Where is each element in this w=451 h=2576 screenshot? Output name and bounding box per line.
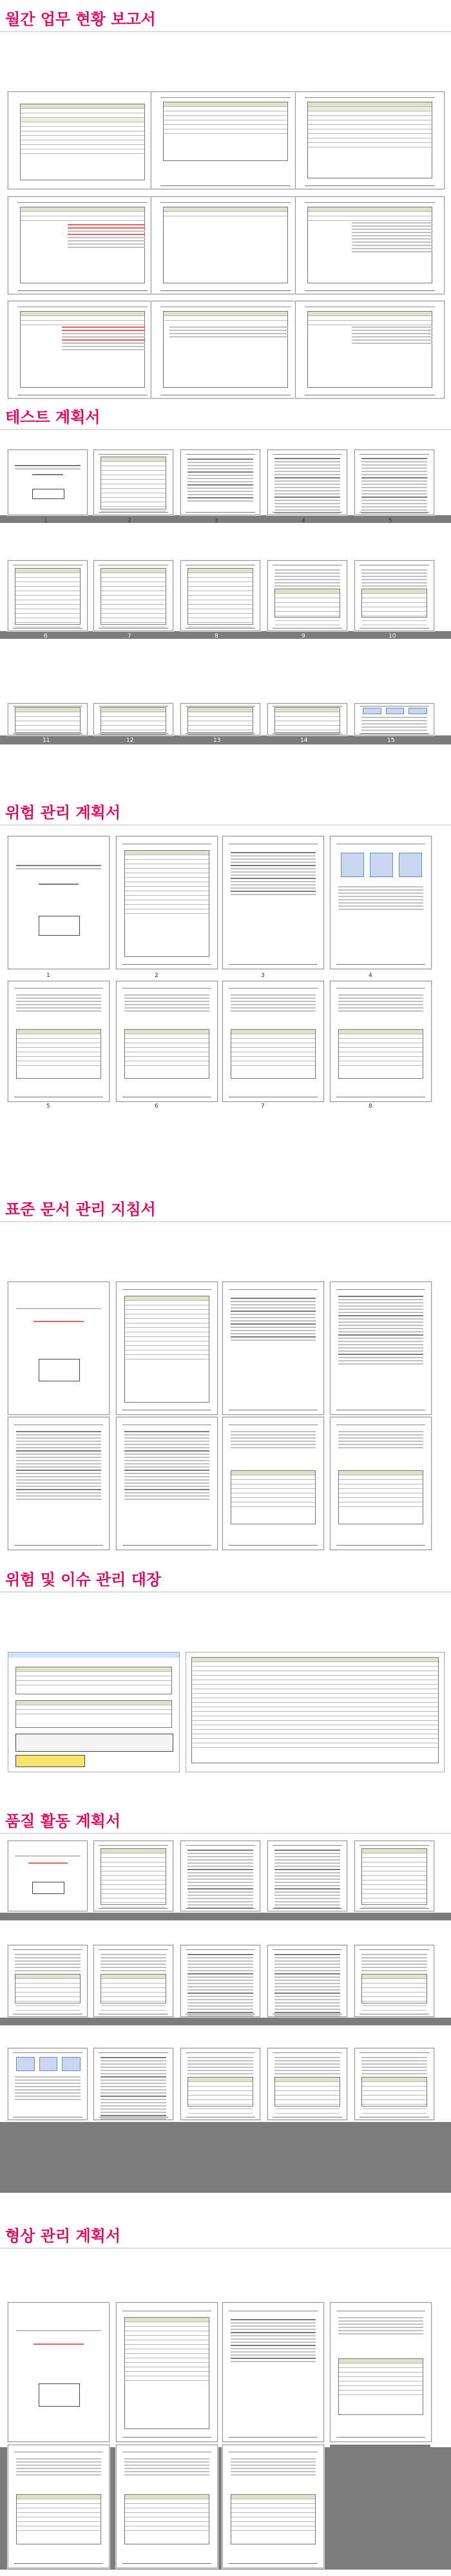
document-page-thumbnail[interactable] (330, 1282, 432, 1415)
page-number: 2 (128, 518, 131, 524)
document-page-thumbnail[interactable] (93, 703, 173, 735)
document-page-thumbnail[interactable] (222, 2302, 324, 2442)
document-page-thumbnail[interactable] (180, 1945, 260, 2017)
document-page-thumbnail[interactable] (8, 560, 88, 631)
document-page-thumbnail[interactable] (116, 2302, 218, 2442)
page-number: 1 (46, 972, 50, 979)
document-page-thumbnail[interactable] (151, 91, 300, 189)
document-page-thumbnail[interactable] (8, 1282, 110, 1415)
document-page-thumbnail[interactable] (330, 2302, 432, 2442)
page-number: 3 (261, 972, 265, 979)
page-number-band (0, 515, 451, 523)
page-number: 8 (215, 633, 218, 639)
document-page-thumbnail[interactable] (8, 2445, 110, 2568)
page-number: 5 (46, 1103, 50, 1110)
page-number: 4 (369, 972, 372, 979)
document-page-thumbnail[interactable] (93, 1841, 173, 1911)
document-page-thumbnail[interactable] (267, 703, 347, 735)
document-page-thumbnail[interactable] (93, 2048, 173, 2120)
page-number: 2 (155, 972, 158, 979)
section-title-config-plan: 형상 관리 계획서 (5, 2227, 120, 2245)
gallery-band (0, 2018, 451, 2025)
document-page-thumbnail[interactable] (295, 196, 445, 294)
document-page-thumbnail[interactable] (222, 981, 324, 1102)
document-page-thumbnail[interactable] (8, 1417, 110, 1550)
gallery-band (0, 2122, 451, 2193)
document-page-thumbnail[interactable] (116, 1417, 218, 1550)
document-page-thumbnail[interactable] (267, 1945, 347, 2017)
page-number: 15 (387, 737, 395, 744)
document-page-thumbnail[interactable] (8, 196, 157, 294)
document-page-thumbnail[interactable] (8, 450, 88, 515)
document-page-thumbnail[interactable] (180, 560, 260, 631)
document-page-thumbnail[interactable] (93, 1945, 173, 2017)
page-number: 4 (302, 518, 305, 524)
document-page-thumbnail[interactable] (180, 450, 260, 515)
document-page-thumbnail[interactable] (354, 1945, 434, 2017)
page-number-band (0, 631, 451, 639)
page-number: 9 (302, 633, 305, 639)
document-page-thumbnail[interactable] (354, 560, 434, 631)
section-divider (0, 1221, 451, 1222)
document-page-thumbnail[interactable] (151, 301, 300, 399)
document-page-thumbnail[interactable] (8, 91, 157, 189)
document-page-thumbnail[interactable] (267, 1841, 347, 1911)
document-page-thumbnail[interactable] (222, 836, 324, 969)
document-page-thumbnail[interactable] (180, 2048, 260, 2120)
document-page-thumbnail[interactable] (8, 2302, 110, 2442)
section-title-test-plan: 테스트 계획서 (5, 408, 101, 426)
document-page-thumbnail[interactable] (354, 2048, 434, 2120)
section-divider (0, 1833, 451, 1834)
page-number: 14 (300, 737, 308, 744)
spreadsheet-thumbnail[interactable] (186, 1652, 445, 1772)
document-page-thumbnail[interactable] (354, 450, 434, 515)
document-page-thumbnail[interactable] (8, 2048, 88, 2120)
document-page-thumbnail[interactable] (267, 2048, 347, 2120)
section-title-quality-plan: 품질 활동 계획서 (5, 1812, 120, 1830)
gallery-band (0, 1913, 451, 1920)
page-number: 7 (261, 1103, 265, 1110)
document-page-thumbnail[interactable] (116, 2445, 218, 2568)
page-number: 13 (213, 737, 221, 744)
page-number: 1 (44, 518, 48, 524)
page-number: 12 (126, 737, 134, 744)
document-page-thumbnail[interactable] (354, 703, 434, 735)
document-page-thumbnail[interactable] (151, 196, 300, 294)
section-title-monthly-report: 월간 업무 현황 보고서 (5, 10, 156, 28)
page-number: 5 (389, 518, 392, 524)
document-page-thumbnail[interactable] (116, 981, 218, 1102)
document-page-thumbnail[interactable] (330, 1417, 432, 1550)
document-page-thumbnail[interactable] (295, 91, 445, 189)
empty-slot (330, 2445, 430, 2567)
page-number: 8 (369, 1103, 372, 1110)
section-divider (0, 1591, 451, 1593)
document-page-thumbnail[interactable] (267, 560, 347, 631)
document-page-thumbnail[interactable] (8, 981, 110, 1102)
document-page-thumbnail[interactable] (93, 450, 173, 515)
section-title-risk-plan: 위험 관리 계획서 (5, 804, 120, 822)
page-number: 6 (44, 633, 48, 639)
page-number: 11 (43, 737, 50, 744)
section-divider (0, 2248, 451, 2249)
document-page-thumbnail[interactable] (8, 1945, 88, 2017)
page-number: 3 (215, 518, 218, 524)
document-page-thumbnail[interactable] (116, 1282, 218, 1415)
document-page-thumbnail[interactable] (8, 301, 157, 399)
page-number-band (0, 735, 451, 744)
spreadsheet-thumbnail[interactable] (8, 1652, 180, 1772)
page-number: 10 (389, 633, 396, 639)
document-page-thumbnail[interactable] (330, 981, 432, 1102)
document-page-thumbnail[interactable] (222, 2445, 324, 2568)
section-divider (0, 429, 451, 430)
document-page-thumbnail[interactable] (222, 1282, 324, 1415)
section-divider (0, 31, 451, 32)
document-page-thumbnail[interactable] (8, 836, 110, 969)
document-page-thumbnail[interactable] (8, 703, 88, 735)
page-number: 6 (155, 1103, 158, 1110)
section-divider (0, 824, 451, 826)
document-page-thumbnail[interactable] (8, 1841, 88, 1911)
document-page-thumbnail[interactable] (180, 703, 260, 735)
document-page-thumbnail[interactable] (180, 1841, 260, 1911)
document-page-thumbnail[interactable] (116, 836, 218, 969)
document-page-thumbnail[interactable] (267, 450, 347, 515)
section-title-risk-issue-register: 위험 및 이슈 관리 대장 (5, 1571, 162, 1589)
document-page-thumbnail[interactable] (93, 560, 173, 631)
document-page-thumbnail[interactable] (222, 1417, 324, 1550)
document-page-thumbnail[interactable] (330, 836, 432, 969)
section-title-standard-doc-guide: 표준 문서 관리 지침서 (5, 1200, 156, 1218)
document-page-thumbnail[interactable] (354, 1841, 434, 1911)
page-number: 7 (128, 633, 131, 639)
document-page-thumbnail[interactable] (295, 301, 445, 399)
